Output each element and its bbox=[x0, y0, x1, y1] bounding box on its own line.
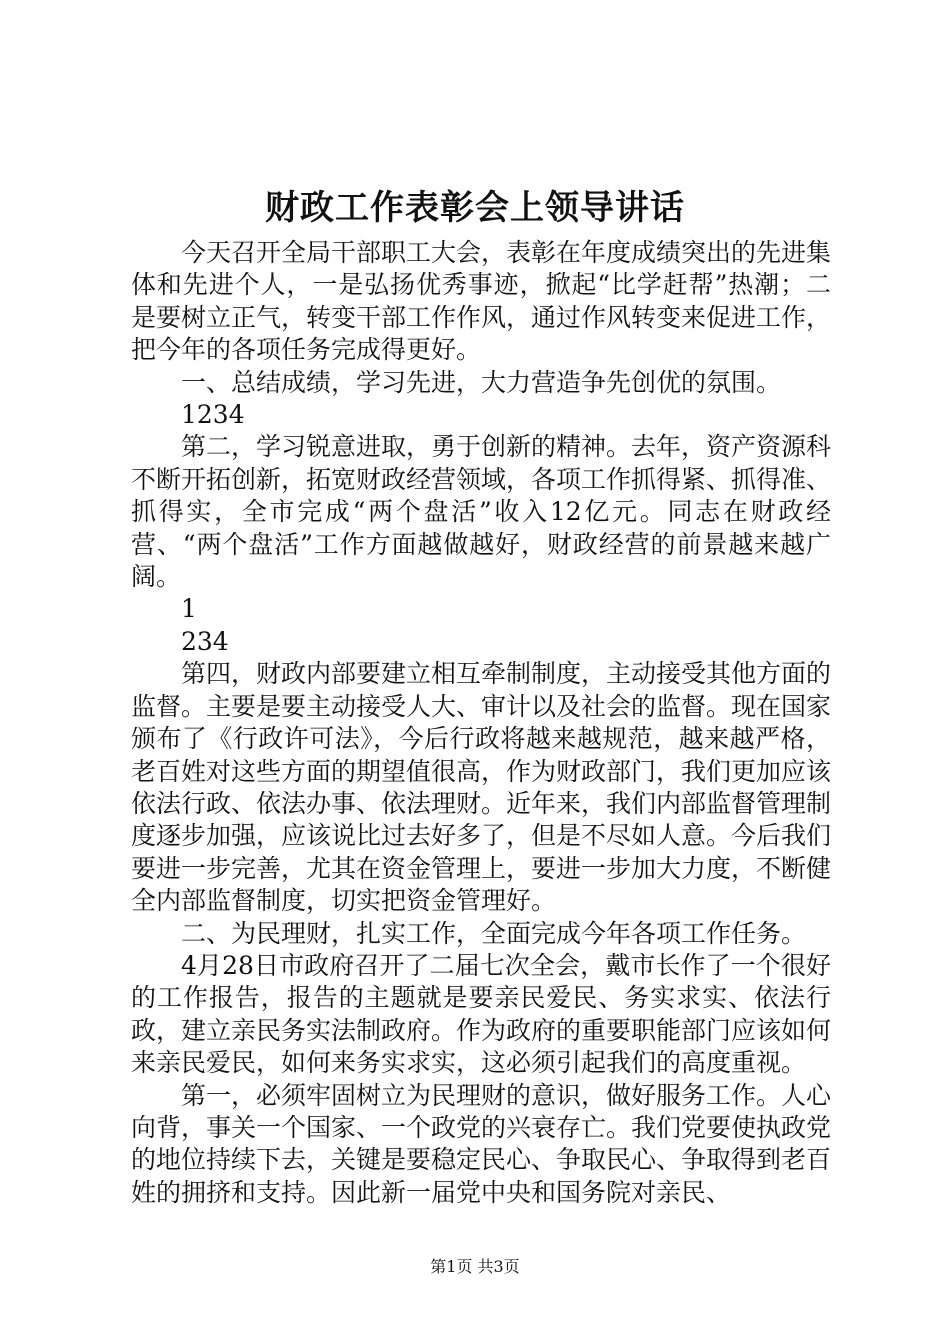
page-footer: 第1页 共3页 bbox=[430, 1257, 520, 1276]
heading-section-one: 一、总结成绩，学习先进，大力营造争先创优的氛围。 bbox=[181, 367, 782, 397]
paragraph-placeholder-234: 234 bbox=[181, 626, 229, 656]
document-body bbox=[131, 237, 831, 1209]
paragraph-second-point: 第二，学习锐意进取，勇于创新的精神。去年，资产资源科不断开拓创新，拓宽财政经营领域，各项工作抓得紧、抓得准、抓得实，全市完成“两个盘活”收入12亿元。同志在财政经营、“两个盘活”工作方面越做越好，财政经营的前景越来越广阔。 bbox=[131, 432, 832, 592]
paragraph-government-meeting: 4月28日市政府召开了二届七次全会，戴市长作了一个很好的工作报告，报告的主题就是要亲民爱民、务实求实、依法行政，建立亲民务实法制政府。作为政府的重要职能部门应该如何来亲民爱民，如何来务实求实，这必须引起我们的高度重视。 bbox=[131, 950, 832, 1078]
paragraph-fourth-point: 第四，财政内部要建立相互牵制制度，主动接受其他方面的监督。主要是要主动接受人大、审计以及社会的监督。现在国家颁布了《行政许可法》，今后行政将越来越规范，越来越严格，老百姓对这些方面的期望值很高，作为财政部门，我们更加应该依法行政、依法办事、依法理财。近年来，我们内部监督管理制度逐步加强，应该说比过去好多了，但是不尽如人意。今后我们要进一步完善，尤其在资金管理上，要进一步加大力度，不断健全内部监督制度，切实把资金管理好。 bbox=[131, 659, 832, 916]
paragraph-placeholder-1: 1 bbox=[181, 594, 197, 624]
heading-section-two: 二、为民理财，扎实工作，全面完成今年各项工作任务。 bbox=[181, 918, 807, 948]
paragraph-first-point: 第一，必须牢固树立为民理财的意识，做好服务工作。人心向背，事关一个国家、一个政党的兴衰存亡。我们党要使执政党的地位持续下去，关键是要稳定民心、争取民心、争取得到老百姓的拥挤和支持。因此新一届党中央和国务院对亲民、 bbox=[131, 1080, 832, 1207]
paragraph-placeholder-1234: 1234 bbox=[181, 400, 245, 430]
paragraph-intro: 今天召开全局干部职工大会，表彰在年度成绩突出的先进集体和先进个人，一是弘扬优秀事迹，掀起“比学赶帮”热潮；二是要树立正气，转变干部工作作风，通过作风转变来促进工作，把今年的各项任务完成得更好。 bbox=[131, 238, 832, 365]
document-title: 财政工作表彰会上领导讲话 bbox=[265, 188, 685, 228]
